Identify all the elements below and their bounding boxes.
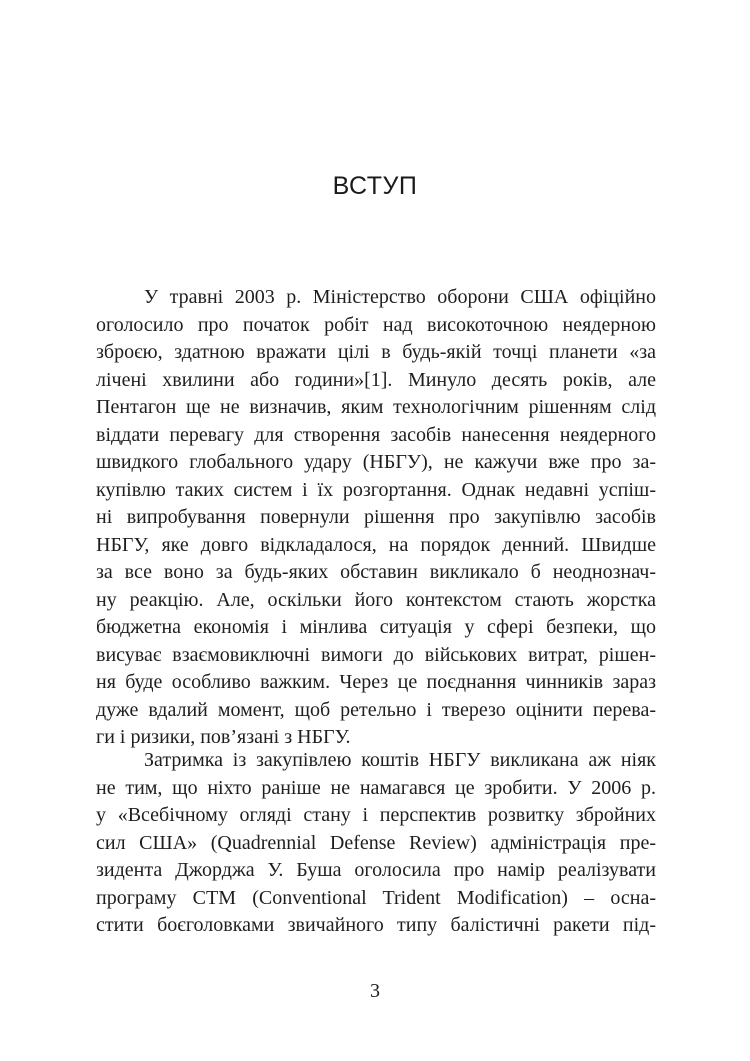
text-line: ну реакцію. Але, оскільки його контекстом стають жорстка xyxy=(96,588,656,611)
text-line: У травні 2003 р. Міністерство оборони США офіційно xyxy=(144,286,656,308)
text-line: стити боєголовками звичайного типу балістичні ракети під- xyxy=(96,914,656,936)
page-number: 3 xyxy=(370,980,380,1002)
text-line: зброєю, здатною вражати цілі в будь-якій точці планети «за xyxy=(96,341,656,363)
text-line: Затримка із закупівлею коштів НБГУ викликана аж ніяк xyxy=(144,749,656,771)
text-line: ги і ризики, пов’язані з НБГУ. xyxy=(96,726,351,748)
text-line: ня буде особливо важким. Через це поєднання чинників зараз xyxy=(96,671,656,693)
text-line: програму CTM (Conventional Trident Modification) – осна- xyxy=(96,886,656,909)
text-line: дуже вдалий момент, щоб ретельно і тверезо оцінити перева- xyxy=(96,698,656,721)
text-line: віддати перевагу для створення засобів нанесення неядерного xyxy=(96,423,656,446)
text-line: Пентагон ще не визначив, яким технологічним рішенням слід xyxy=(96,396,656,418)
text-line: сил США» (Quadrennial Defense Review) адміністрація пре- xyxy=(96,831,656,854)
text-line: оголосило про початок робіт над високоточною неядерною xyxy=(96,313,656,336)
text-line: не тим, що ніхто раніше не намагався це зробити. У 2006 р. xyxy=(96,776,656,799)
text-line: НБГУ, яке довго відкладалося, на порядок денний. Швидше xyxy=(96,533,656,556)
paragraph-1 xyxy=(96,284,656,752)
paragraph-2 xyxy=(96,747,656,940)
text-line: купівлю таких систем і їх розгортання. Однак недавні успіш- xyxy=(96,478,656,501)
text-line: у «Всебічному огляді стану і перспектив розвитку збройних xyxy=(96,804,656,826)
text-line: бюджетна економія і мінлива ситуація у сфері безпеки, що xyxy=(96,616,656,638)
text-line: за все воно за будь-яких обставин викликало б неоднознач- xyxy=(96,561,656,583)
text-line: зидента Джорджа У. Буша оголосила про намір реалізувати xyxy=(96,859,656,881)
text-line: швидкого глобального удару (НБГУ), не кажучи вже про за- xyxy=(96,451,656,473)
text-line: висуває взаємовиключні вимоги до військових витрат, рішен- xyxy=(96,643,656,666)
text-line: лічені хвилини або години»[1]. Минуло десять років, але xyxy=(96,368,656,391)
text-line: ні випробування повернули рішення про закупівлю засобів xyxy=(96,506,656,528)
chapter-title: ВСТУП xyxy=(332,172,418,200)
